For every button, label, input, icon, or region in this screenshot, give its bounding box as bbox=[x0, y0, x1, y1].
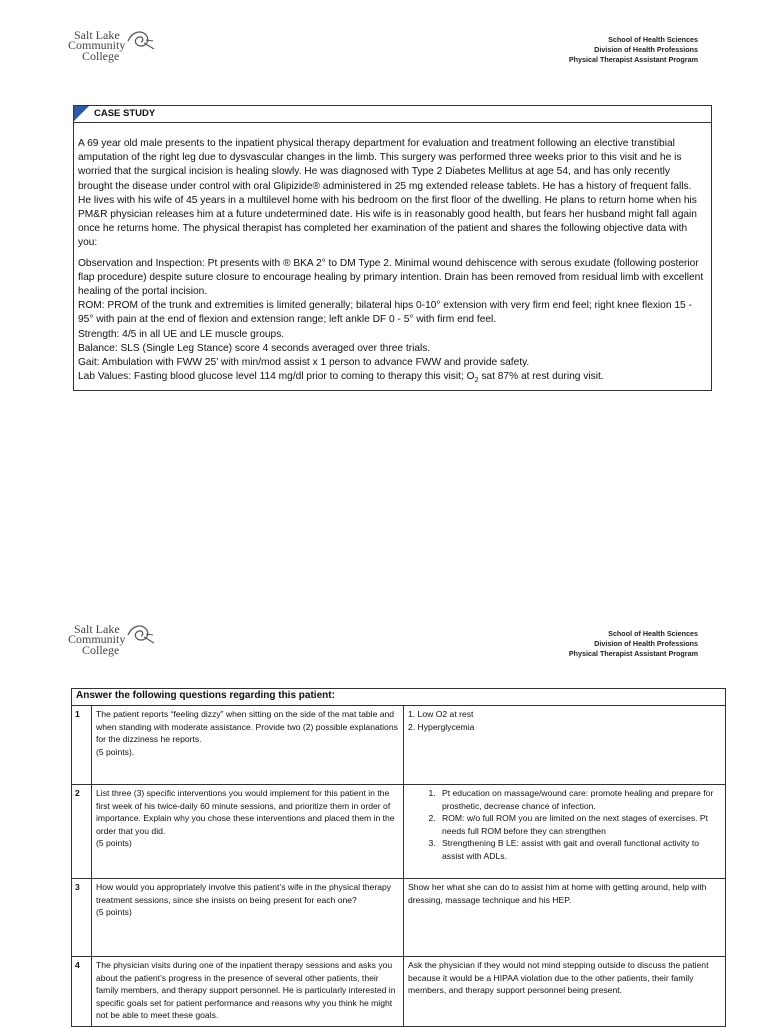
question-points: (5 points) bbox=[96, 838, 132, 849]
list-item: 3. Strengthening B LE: assist with gait and overall functional activity to assist with ADLs. bbox=[438, 837, 721, 862]
logo-emblem-icon bbox=[126, 29, 156, 51]
question-number: 4 bbox=[72, 957, 92, 1027]
school-name: School of Health Sciences bbox=[608, 629, 698, 638]
school-header bbox=[569, 35, 698, 65]
question-body: The patient reports “feeling dizzy” when sitting on the side of the mat table and when standing with moderate assistance. Provide two (2) possible explanations for the dizziness he reports. bbox=[96, 709, 398, 745]
list-item: 1. Pt education on massage/wound care: promote healing and prepare for prosthetic, decrease chance of infection. bbox=[438, 787, 721, 812]
logo-line-1: Salt Lake bbox=[74, 28, 120, 42]
case-observation: Observation and Inspection: Pt presents with ® BKA 2° to DM Type 2. Minimal wound dehiscence with serous exudate (following posterior flap procedure) despite suture closure to encourage healing by primary intention. Drain has been removed from residual limb with excellent healing of the portal incision. bbox=[78, 257, 704, 298]
answer-list bbox=[408, 787, 721, 863]
case-gait: Gait: Ambulation with FWW 25’ with min/mod assist x 1 person to advance FWW and provide safety. bbox=[78, 357, 530, 369]
question-number: 1 bbox=[72, 706, 92, 785]
answer-cell bbox=[404, 706, 726, 785]
questions-header-row bbox=[72, 689, 726, 706]
table-row bbox=[72, 957, 726, 1027]
logo-line-1: Salt Lake bbox=[74, 622, 120, 636]
logo-emblem-icon bbox=[126, 623, 156, 645]
program-name: Physical Therapist Assistant Program bbox=[568, 649, 698, 658]
answer-cell: Ask the physician if they would not mind stepping outside to discuss the patient because it would be a HIPAA violation due to the other patients, their family members, and therapy support personnel being present. bbox=[404, 957, 726, 1027]
corner-triangle-icon bbox=[74, 106, 89, 121]
school-name: School of Health Sciences bbox=[608, 35, 698, 44]
questions-header: Answer the following questions regarding this patient: bbox=[72, 689, 726, 706]
question-body: List three (3) specific interventions you would implement for this patient in the first week of his twice-daily 60 minute sessions, and prioritize them in order of importance. Explain why you chose these interventions and placed them in the order that you did. bbox=[96, 788, 395, 836]
question-body: How would you appropriately involve this patient’s wife in the physical therapy treatment sessions, since she insists on being present for each one? bbox=[96, 882, 392, 905]
case-study-box bbox=[73, 105, 712, 391]
case-strength: Strength: 4/5 in all UE and LE muscle groups. bbox=[78, 328, 285, 340]
logo-line-2: Community bbox=[68, 632, 126, 646]
case-lab-values bbox=[78, 370, 707, 388]
case-study-body bbox=[74, 123, 711, 390]
question-text bbox=[92, 706, 404, 785]
logo-line-3: College bbox=[82, 49, 120, 63]
case-rom: ROM: PROM of the trunk and extremities is limited generally; bilateral hips 0-10° extension with very firm end feel; right knee flexion 15 - 95° with pain at the end of flexion and extension range; left ankle DF 0 - 5° with firm end feel. bbox=[78, 300, 692, 326]
college-logo bbox=[68, 29, 168, 65]
lab-text: Lab Values: Fasting blood glucose level 114 mg/dl prior to coming to therapy this visit; O bbox=[78, 371, 475, 383]
question-text: The physician visits during one of the inpatient therapy sessions and asks you about the patient’s progress in the presence of several other patients, their family members, and therapy support personnel. He is particularly interested in specific goals set for patient performance and reasons why you think he might not be able to meet these goals. bbox=[92, 957, 404, 1027]
list-item: 2. ROM: w/o full ROM you are limited on the next stages of exercises. Pt needs full ROM before they can strengthen bbox=[438, 812, 721, 837]
table-row bbox=[72, 785, 726, 879]
school-header-page2 bbox=[569, 629, 698, 659]
case-balance: Balance: SLS (Single Leg Stance) score 4 seconds averaged over three trials. bbox=[78, 342, 431, 354]
case-study-title: CASE STUDY bbox=[94, 108, 156, 119]
division-name: Division of Health Professions bbox=[594, 45, 698, 54]
question-text bbox=[92, 785, 404, 879]
division-name: Division of Health Professions bbox=[594, 639, 698, 648]
table-row bbox=[72, 706, 726, 785]
question-points: (5 points). bbox=[96, 746, 135, 757]
college-logo-page2 bbox=[68, 623, 168, 659]
logo-line-3: College bbox=[82, 643, 120, 657]
lab-subscript: 2 bbox=[474, 377, 479, 385]
answer-cell bbox=[404, 785, 726, 879]
logo-line-2: Community bbox=[68, 38, 126, 52]
question-number: 3 bbox=[72, 879, 92, 957]
case-intro: A 69 year old male presents to the inpatient physical therapy department for evaluation and treatment following an elective transtibial amputation of the right leg due to dysvascular changes in the limb. This surgery was performed three weeks prior to this visit and he is worried that the surgical incision is healing slowly. He was diagnosed with Type 2 Diabetes Mellitus at age 54, and has only recently brought the disease under control with oral Glipizide® administered in 25 mg extended release tablets. He has a history of frequent falls. He lives with his wife of 45 years in a multilevel home with his bedroom on the first floor of the dwelling. He plans to return home when his PM&R physician releases him at a future undetermined date. His wife is in reasonably good health, but fears her husband might fall again once he returns home. The physical therapist has completed her examination of the patient and shares the following objective data with you: bbox=[78, 138, 697, 249]
case-study-header bbox=[74, 106, 711, 123]
question-points: (5 points) bbox=[96, 907, 132, 918]
answer-line: 1. Low O2 at rest bbox=[408, 709, 474, 719]
answer-line: 2. Hyperglycemia bbox=[408, 721, 475, 732]
question-number: 2 bbox=[72, 785, 92, 879]
lab-text-end: sat 87% at rest during visit. bbox=[478, 371, 604, 383]
answer-cell: Show her what she can do to assist him at home with getting around, help with dressing, massage technique and his HEP. bbox=[404, 879, 726, 957]
questions-table bbox=[71, 688, 726, 1027]
table-row bbox=[72, 879, 726, 957]
question-text bbox=[92, 879, 404, 957]
program-name: Physical Therapist Assistant Program bbox=[568, 55, 698, 64]
